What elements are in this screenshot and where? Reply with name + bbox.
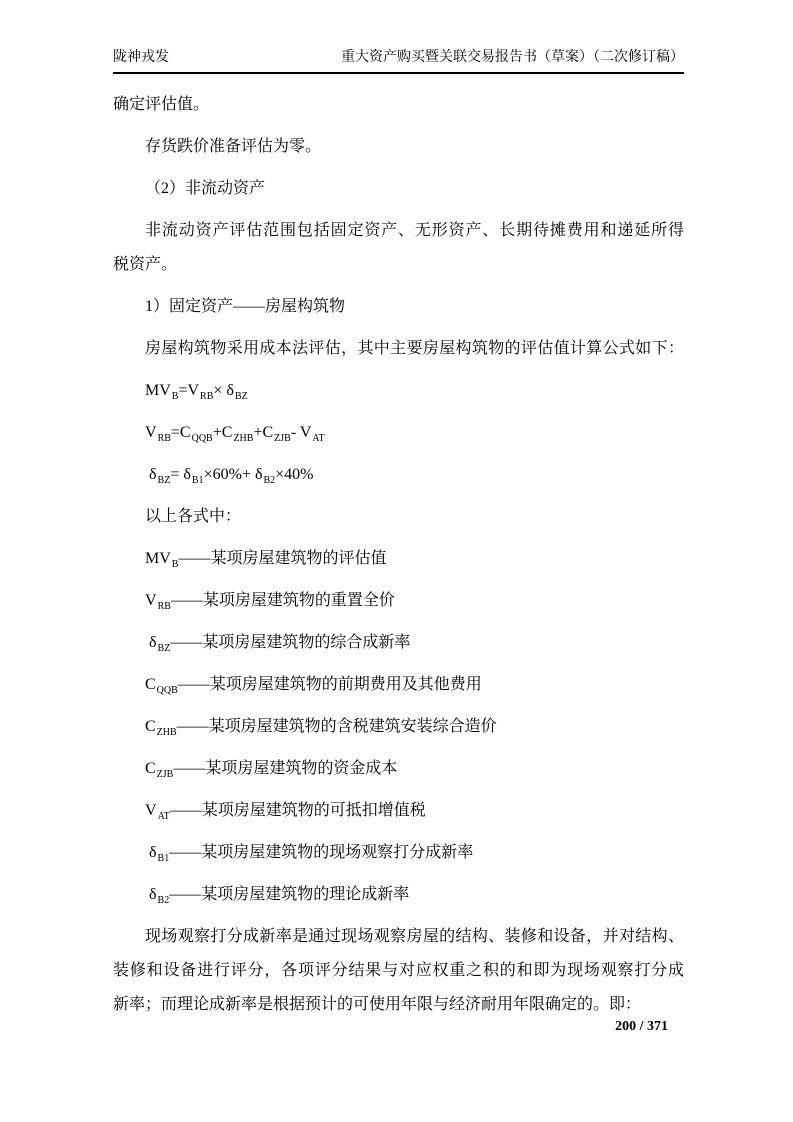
page-footer [615, 1018, 668, 1036]
definition-line [113, 800, 684, 822]
subscript: RB [157, 433, 171, 445]
text-segment: δ [145, 466, 157, 483]
text-segment: ——某项房屋建筑物的含税建筑安装综合造价 [176, 718, 497, 735]
text-segment: C [145, 718, 156, 735]
text-segment: 装修和设备进行评分，各项评分结果与对应权重之积的和即为现场观察打分成 [113, 962, 684, 979]
text-segment: 非流动资产评估范围包括固定资产、无形资产、长期待摊费用和递延所得 [145, 222, 684, 239]
text-segment: =V [178, 382, 200, 399]
subscript: BZ [234, 391, 248, 403]
text-segment: 房屋构筑物采用成本法评估，其中主要房屋构筑物的评估值计算公式如下： [145, 340, 684, 357]
text-segment: 现场观察打分成新率是通过现场观察房屋的结构、装修和设备，并对结构、 [145, 928, 684, 945]
paragraph-line [113, 94, 684, 116]
formula-line [113, 464, 684, 486]
subscript: RB [157, 601, 171, 613]
text-segment: ——某项房屋建筑物的资金成本 [173, 760, 398, 777]
definition-line [113, 590, 684, 612]
definition-line [113, 716, 684, 738]
text-segment: - V [290, 424, 312, 441]
text-segment: δ [145, 844, 157, 861]
text-segment: ——某项房屋建筑物的前期费用及其他费用 [177, 676, 482, 693]
subscript: BZ [157, 643, 171, 655]
text-segment: +C [253, 424, 274, 441]
subscript: ZHB [156, 727, 177, 739]
subscript: ZJB [156, 769, 174, 781]
header-report-title: 重大资产购买暨关联交易报告书（草案）（二次修订稿） [341, 50, 684, 65]
text-segment: ——某项房屋建筑物的理论成新率 [169, 886, 410, 903]
definition-line [113, 884, 684, 906]
text-segment: × δ [213, 382, 234, 399]
text-segment: 存货跌价准备评估为零。 [145, 138, 322, 155]
definition-line [113, 548, 684, 570]
subscript: B1 [191, 475, 204, 487]
heading-line [113, 178, 684, 200]
text-segment: ×40% [275, 466, 314, 483]
text-segment: +C [212, 424, 233, 441]
document-body [113, 94, 684, 1016]
definition-line [113, 842, 684, 864]
subscript: B [171, 391, 179, 403]
subscript: RB [200, 391, 214, 403]
subscript: B1 [157, 853, 170, 865]
text-segment: ——某项房屋建筑物的综合成新率 [170, 634, 411, 651]
text-segment: ×60%+ δ [203, 466, 263, 483]
header-company-name: 陇神戎发 [113, 50, 169, 65]
text-segment: ——某项房屋建筑物的现场观察打分成新率 [169, 844, 474, 861]
paragraph-line [113, 926, 684, 948]
text-segment: （2）非流动资产 [145, 180, 266, 197]
subscript: ZHB [233, 433, 254, 445]
page-header [113, 48, 684, 74]
paragraph-line [113, 960, 684, 982]
paragraph-line [113, 220, 684, 242]
page-number: 200 / 371 [615, 1019, 668, 1034]
text-segment: δ [145, 634, 157, 651]
paragraph-line [113, 994, 684, 1016]
definition-line [113, 758, 684, 780]
text-segment: ——某项房屋建筑物的评估值 [178, 550, 387, 567]
text-segment: = δ [170, 466, 191, 483]
text-segment: ——某项房屋建筑物的可抵扣增值税 [169, 802, 426, 819]
text-segment: 税资产。 [113, 256, 178, 273]
subscript: B2 [157, 895, 170, 907]
text-segment: MV [145, 550, 171, 567]
text-segment: MV [145, 382, 171, 399]
formula-line [113, 380, 684, 402]
subscript: QQB [191, 433, 213, 445]
paragraph-line [113, 254, 684, 276]
subscript: B [171, 559, 179, 571]
subscript: AT [157, 811, 170, 823]
subscript: QQB [156, 685, 178, 697]
definition-line [113, 632, 684, 654]
text-segment: 确定评估值。 [113, 96, 210, 113]
text-segment: C [145, 760, 156, 777]
paragraph-line [113, 506, 684, 528]
paragraph-line [113, 338, 684, 360]
text-segment: C [145, 676, 156, 693]
text-segment: V [145, 424, 157, 441]
text-segment: δ [145, 886, 157, 903]
text-segment: =C [170, 424, 191, 441]
text-segment: V [145, 592, 157, 609]
text-segment: 新率；而理论成新率是根据预计的可使用年限与经济耐用年限确定的。即： [113, 996, 642, 1013]
subscript: AT [312, 433, 325, 445]
text-segment: 1）固定资产——房屋构筑物 [145, 298, 346, 315]
text-segment: ——某项房屋建筑物的重置全价 [170, 592, 395, 609]
text-segment: 以上各式中： [145, 508, 242, 525]
definition-line [113, 674, 684, 696]
text-segment: V [145, 802, 157, 819]
paragraph-line [113, 136, 684, 158]
heading-line [113, 296, 684, 318]
subscript: BZ [157, 475, 171, 487]
subscript: ZJB [274, 433, 291, 445]
subscript: B2 [263, 475, 276, 487]
formula-line [113, 422, 684, 444]
